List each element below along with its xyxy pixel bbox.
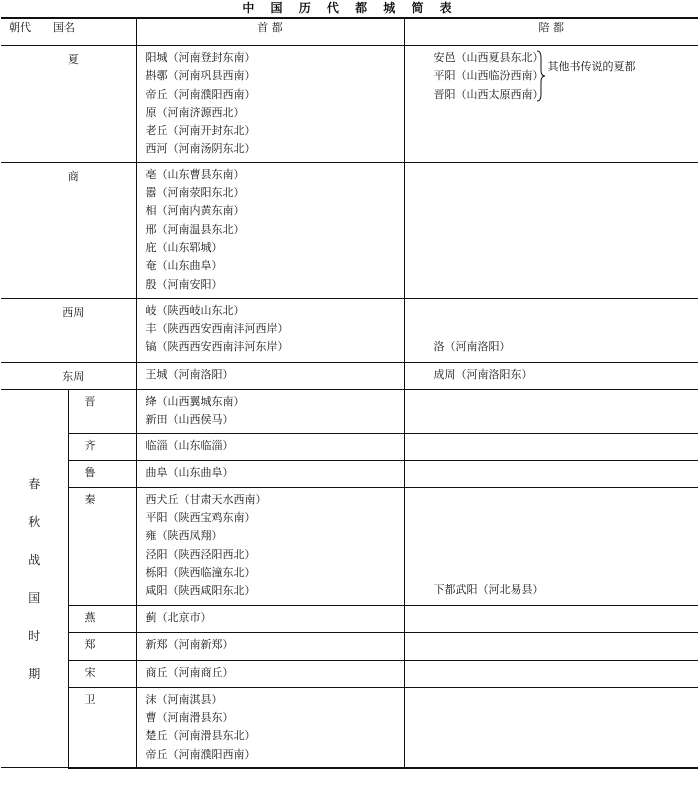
auxiliary-list <box>405 363 699 387</box>
place-entry: 镐（陕西西安西南沣河东岸） <box>145 340 289 354</box>
auxiliary-list <box>405 578 699 604</box>
state-name: 宋 <box>84 665 96 679</box>
place-entry: 岐（陕西岐山东北） <box>145 303 245 317</box>
place-entry: 绛（山西翼城东南） <box>145 394 245 408</box>
header-dynasty: 朝代 <box>9 21 31 34</box>
capital-list <box>137 390 404 433</box>
place-entry: 泾阳（陕西泾阳西北） <box>145 547 256 561</box>
capital-list <box>137 299 404 360</box>
table-row-qin <box>1 487 698 605</box>
place-entry: 庇（山东郓城） <box>145 240 223 254</box>
place-entry: 帝丘（河南濮阳西南） <box>145 87 256 101</box>
period-char: 战 <box>28 552 41 567</box>
place-entry: 斟鄩（河南巩县西南） <box>145 69 256 83</box>
header-capital: 首 都 <box>136 18 404 46</box>
table-row-wei <box>1 687 698 768</box>
place-entry: 嚣（河南荥阳东北） <box>145 186 245 200</box>
place-entry: 新郑（河南新郑） <box>145 637 234 651</box>
place-entry: 亳（山东曹县东南） <box>145 167 245 181</box>
state-name: 郑 <box>84 637 96 651</box>
table-row-xizhou <box>1 298 698 362</box>
capital-list <box>137 46 404 162</box>
dynasty-name: 东周 <box>62 369 85 383</box>
header-auxiliary: 陪 都 <box>404 18 698 46</box>
place-entry: 西河（河南汤阴东北） <box>145 142 256 156</box>
header-dynasty-state <box>1 18 136 46</box>
dynasty-name: 夏 <box>67 53 79 66</box>
place-entry: 阳城（河南登封东南） <box>145 51 256 64</box>
place-entry: 雍（陕西凤翔） <box>145 529 223 543</box>
place-entry: 平阳（山西临汾西南） <box>433 69 544 83</box>
period-char: 春 <box>28 476 41 491</box>
place-entry: 沫（河南淇县） <box>145 692 223 706</box>
state-name: 齐 <box>84 438 96 452</box>
auxiliary-list <box>405 46 699 107</box>
capital-list <box>137 661 404 685</box>
place-entry: 邢（河南温县东北） <box>145 222 245 236</box>
state-name: 鲁 <box>84 465 96 479</box>
place-entry: 王城（河南洛阳） <box>145 367 234 381</box>
period-char: 期 <box>28 666 41 681</box>
place-entry: 相（河南内黄东南） <box>145 204 245 218</box>
place-entry: 安邑（山西夏县东北） <box>433 51 544 64</box>
state-name: 燕 <box>84 610 96 624</box>
capital-list <box>137 606 404 630</box>
capital-list <box>137 688 404 767</box>
place-entry: 丰（陕西西安西南沣河西岸） <box>145 322 289 336</box>
capital-list <box>137 633 404 657</box>
place-entry: 楚丘（河南滑县东北） <box>145 729 256 743</box>
table-row-qi <box>1 433 698 460</box>
table-row-lu <box>1 460 698 487</box>
place-entry: 西犬丘（甘肃天水西南） <box>145 492 267 506</box>
place-entry: 咸阳（陕西咸阳东北） <box>145 584 256 598</box>
place-entry: 曹（河南滑县东） <box>145 711 234 725</box>
header-state: 国名 <box>53 21 75 34</box>
page-title: 中 国 历 代 都 城 简 表 <box>242 1 458 15</box>
place-entry: 老丘（河南开封东北） <box>145 124 256 138</box>
period-label-chunqiu <box>1 389 68 768</box>
period-char: 国 <box>28 590 41 605</box>
table-row-zheng <box>1 632 698 660</box>
place-entry: 商丘（河南商丘） <box>145 665 234 679</box>
period-char: 秋 <box>28 514 41 529</box>
capital-list <box>137 363 404 387</box>
table-row-jin <box>1 389 698 433</box>
place-entry: 临淄（山东临淄） <box>145 438 234 452</box>
capital-list <box>137 163 404 297</box>
aux-note: 其他书传说的夏都 <box>547 60 636 73</box>
dynasty-name: 商 <box>67 169 79 183</box>
capitals-table <box>1 17 698 769</box>
place-entry: 殷（河南安阳） <box>145 277 223 291</box>
place-entry: 下都武阳（河北易县） <box>433 583 544 597</box>
table-row-dongzhou <box>1 362 698 389</box>
place-entry: 平阳（陕西宝鸡东南） <box>145 511 256 525</box>
place-entry: 原（河南济源西北） <box>145 105 245 119</box>
brace-icon <box>536 50 546 102</box>
place-entry: 新田（山西侯马） <box>145 413 234 427</box>
table-header-row <box>1 18 698 46</box>
table-row-yan <box>1 605 698 632</box>
table-row-shang <box>1 162 698 298</box>
capital-list <box>137 434 404 458</box>
place-entry: 晋阳（山西太原西南） <box>433 87 544 101</box>
place-entry: 栎阳（陕西临潼东北） <box>145 565 256 579</box>
place-entry: 帝丘（河南濮阳西南） <box>145 747 256 761</box>
capital-list <box>137 461 404 485</box>
place-entry: 奄（山东曲阜） <box>145 259 223 273</box>
state-name: 秦 <box>84 492 96 506</box>
table-row-xia <box>1 46 698 163</box>
place-entry: 蓟（北京市） <box>145 610 212 624</box>
place-entry: 曲阜（山东曲阜） <box>145 465 234 479</box>
place-entry: 洛（河南洛阳） <box>433 340 511 354</box>
auxiliary-list <box>405 335 699 361</box>
period-char: 时 <box>28 628 41 643</box>
state-name: 卫 <box>84 692 96 706</box>
capital-list <box>137 488 404 604</box>
state-name: 晋 <box>84 394 96 408</box>
table-row-song <box>1 660 698 687</box>
place-entry: 成周（河南洛阳东） <box>433 367 533 381</box>
dynasty-name: 西周 <box>62 305 85 319</box>
